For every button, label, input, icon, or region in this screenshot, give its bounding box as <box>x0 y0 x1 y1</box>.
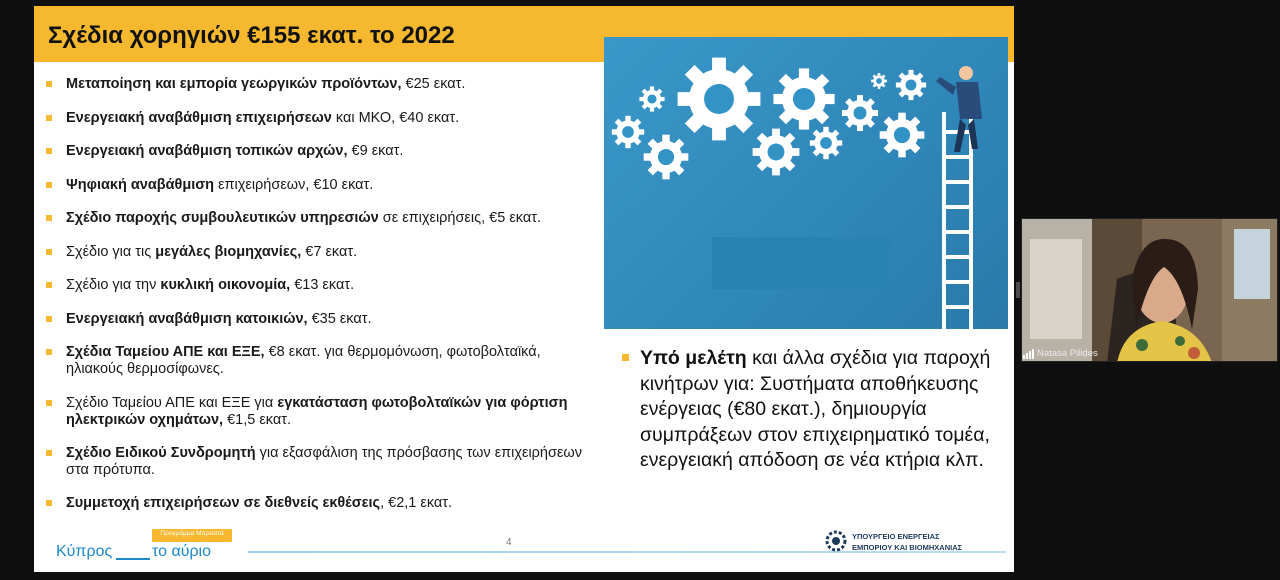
note-rest: και άλλα σχέδια για παροχή κινήτρων για: Συστήματα αποθήκευσης ενέργειας (€80 εκατ.), δημιουργία συμπράξεων στον επιχειρηματικό τομέα, ενεργειακή απόδοση σε νέα κτήρια κλπ. <box>640 347 991 471</box>
bullet-rest: επιχειρήσεων, €10 εκατ. <box>214 177 374 193</box>
note-text <box>640 346 1007 474</box>
note-block <box>622 346 1007 474</box>
bullet-strong: μεγάλες βιομηχανίες, <box>155 244 302 260</box>
slide-title: Σχέδια χορηγιών €155 εκατ. το 2022 <box>48 22 455 49</box>
logo-word-2: το αύριο <box>152 543 211 560</box>
bullet-marker <box>46 316 52 322</box>
kypros-to-avrio-logo <box>56 526 236 566</box>
bullet-rest: για εξασφάλιση της πρόσβασης των επιχειρήσεων στα πρότυπα. <box>66 445 582 478</box>
bullet-text <box>66 143 591 160</box>
bullet-text <box>66 244 591 261</box>
bullet-marker <box>46 148 52 154</box>
participant-video-tile[interactable] <box>1021 218 1278 362</box>
bullet-strong: εγκατάσταση φωτοβολταϊκών για φόρτιση ηλεκτρικών οχημάτων, <box>66 395 568 428</box>
bullet-rest: €35 εκατ. <box>307 311 372 327</box>
bullet-rest: €7 εκατ. <box>301 244 358 260</box>
ministry-gear-icon <box>824 529 848 553</box>
bullet-text <box>66 110 591 127</box>
signal-strength-icon <box>1022 349 1034 359</box>
bullet-marker <box>46 249 52 255</box>
bullet-item <box>46 445 591 479</box>
bullet-rest: , €2,1 εκατ. <box>380 495 453 511</box>
shared-slide <box>34 6 1014 572</box>
bullet-marker <box>46 115 52 121</box>
panel-resize-handle[interactable] <box>1016 282 1020 298</box>
bullet-marker <box>46 349 52 355</box>
participant-video <box>1022 219 1278 362</box>
bullet-prefix: Σχέδιο για την <box>66 277 161 293</box>
bullet-item <box>46 76 591 93</box>
bullet-marker <box>46 282 52 288</box>
bullet-strong: Συμμετοχή επιχειρήσεων σε διεθνείς εκθέσεις <box>66 495 381 511</box>
bullet-text <box>66 445 591 479</box>
bullet-rest: σε επιχειρήσεις, €5 εκατ. <box>378 210 542 226</box>
bullet-strong: Ενεργειακή αναβάθμιση επιχειρήσεων <box>66 110 332 126</box>
bullet-item <box>46 344 591 378</box>
bullet-prefix: Σχέδιο Ταμείου ΑΠΕ και ΕΞΕ για <box>66 395 278 411</box>
bullet-marker <box>46 81 52 87</box>
bullet-item <box>46 110 591 127</box>
bullet-marker <box>46 400 52 406</box>
bullet-strong: Σχέδιο παροχής συμβουλευτικών υπηρεσιών <box>66 210 379 226</box>
bullet-strong: Ενεργειακή αναβάθμιση τοπικών αρχών, <box>66 143 348 159</box>
bullet-item <box>46 143 591 160</box>
bullet-item <box>46 277 591 294</box>
ministry-logo <box>824 529 1004 555</box>
note-strong: Υπό μελέτη <box>640 347 747 369</box>
bullet-strong: Σχέδια Ταμείου ΑΠΕ και ΕΞΕ, <box>66 344 265 360</box>
bullet-strong: Σχέδιο Ειδικού Συνδρομητή <box>66 445 256 461</box>
bullet-strong: Ψηφιακή αναβάθμιση <box>66 177 215 193</box>
bullet-marker <box>46 215 52 221</box>
bullet-text <box>66 177 591 194</box>
bullet-item <box>46 244 591 261</box>
bullet-rest: €13 εκατ. <box>290 277 355 293</box>
bullet-rest: €25 εκατ. <box>401 76 466 92</box>
logo-badge <box>152 529 232 542</box>
bullet-text <box>66 311 591 328</box>
note-bullet-marker <box>622 354 629 361</box>
bullet-item <box>46 395 591 429</box>
bullet-marker <box>46 450 52 456</box>
bullet-marker <box>46 500 52 506</box>
bullet-text <box>66 277 591 294</box>
bullet-item <box>46 210 591 227</box>
logo-connector <box>116 558 150 560</box>
bullet-text <box>66 76 591 93</box>
bullet-rest: €8 εκατ. για θερμομόνωση, φωτοβολταϊκά, ηλιακούς θερμοσίφωνες. <box>66 344 541 377</box>
bullet-rest: και ΜΚΟ, €40 εκατ. <box>331 110 460 126</box>
bullet-strong: κυκλική οικονομία, <box>160 277 291 293</box>
bullet-text <box>66 395 591 429</box>
bullet-text <box>66 344 591 378</box>
bullet-item <box>46 311 591 328</box>
gears-illustration <box>604 37 1008 329</box>
bullet-strong: Ενεργειακή αναβάθμιση κατοικιών, <box>66 311 308 327</box>
ministry-name-line-2: ΕΜΠΟΡΙΟΥ ΚΑΙ ΒΙΟΜΗΧΑΝΙΑΣ <box>852 543 963 552</box>
bullet-strong: Μεταποίηση και εμπορία γεωργικών προϊόντων, <box>66 76 402 92</box>
bullet-marker <box>46 182 52 188</box>
bullet-text <box>66 495 591 512</box>
bullet-text <box>66 210 591 227</box>
logo-badge-text: Προγράμμα Μπροστά <box>160 530 224 537</box>
bullet-rest: €9 εκατ. <box>347 143 404 159</box>
page-number: 4 <box>506 537 512 548</box>
ministry-name-line-1: ΥΠΟΥΡΓΕΙΟ ΕΝΕΡΓΕΙΑΣ <box>852 532 940 541</box>
bullet-item <box>46 177 591 194</box>
bullet-prefix: Σχέδιο για τις <box>66 244 156 260</box>
gears-ladder-image <box>604 37 1008 329</box>
logo-word-1: Κύπρος <box>56 543 113 560</box>
bullet-item <box>46 495 591 512</box>
bullet-rest: €1,5 εκατ. <box>223 412 292 428</box>
participant-name: Natasa Pilides <box>1037 348 1098 359</box>
